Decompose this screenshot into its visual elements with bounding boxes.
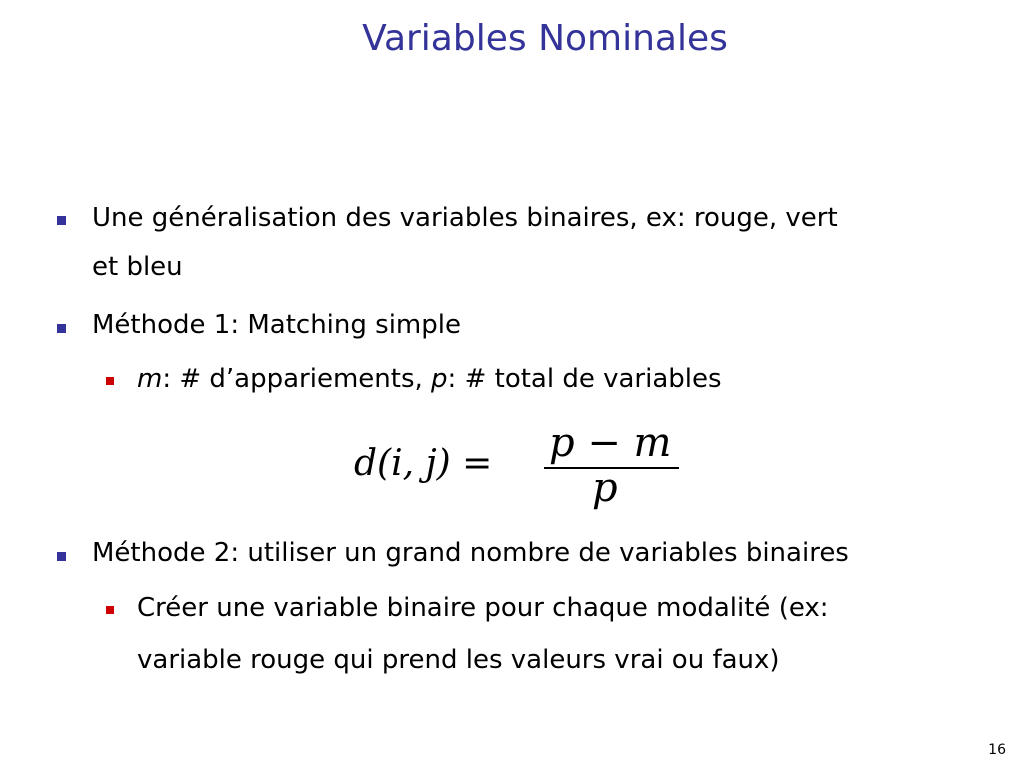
- text-appariements: : # d’appariements,: [162, 364, 432, 394]
- distance-formula: [344, 418, 684, 518]
- variable-p: p: [431, 364, 448, 394]
- bullet-text-generalisation-line2: et bleu: [92, 252, 183, 282]
- sub-bullet-text-creer-line1: Créer une variable binaire pour chaque modalité (ex:: [137, 593, 829, 623]
- slide-title: Variables Nominales: [362, 18, 728, 59]
- bullet-text-methode2: Méthode 2: utiliser un grand nombre de variables binaires: [92, 538, 849, 568]
- sub-bullet-marker-square: [106, 606, 114, 614]
- bullet-text-methode1: Méthode 1: Matching simple: [92, 310, 461, 340]
- formula-lhs: d(i, j) =: [354, 443, 493, 484]
- bullet-marker-square: [57, 552, 66, 561]
- sub-bullet-text-matching-definition: [137, 355, 722, 403]
- bullet-marker-square: [57, 324, 66, 333]
- bullet-marker-square: [57, 216, 66, 225]
- formula-denominator: p: [592, 465, 618, 511]
- sub-bullet-marker-square: [106, 377, 114, 385]
- bullet-text-generalisation-line1: Une généralisation des variables binaires, ex: rouge, vert: [92, 203, 838, 233]
- formula-numerator: p − m: [549, 420, 672, 466]
- text-total-variables: : # total de variables: [447, 364, 722, 394]
- variable-m: m: [137, 364, 163, 394]
- page-number: 16: [988, 742, 1006, 758]
- sub-bullet-text-creer-line2: variable rouge qui prend les valeurs vrai ou faux): [137, 645, 780, 675]
